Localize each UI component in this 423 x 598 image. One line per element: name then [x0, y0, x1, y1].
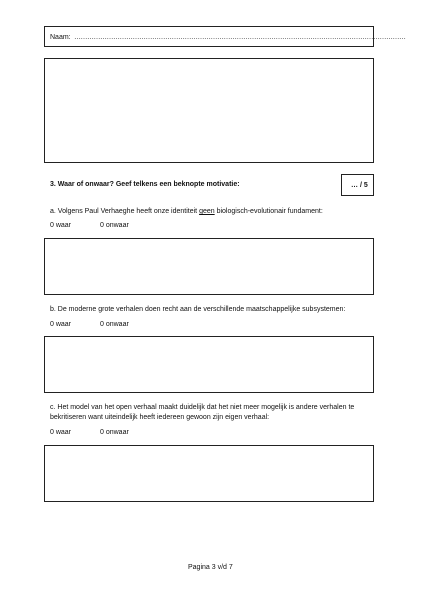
- statement-b: b. De moderne grote verhalen doen recht aan de verschillende maatschappelijke subsystemen:: [50, 306, 346, 313]
- statement-a-emphasis: geen: [199, 208, 215, 215]
- statement-c: c. Het model van het open verhaal maakt duidelijk dat het niet meer mogelijk is andere verhalen te bekritiseren want uiteindelijk heeft iedereen gewoon zijn eigen verhaal:: [50, 404, 355, 421]
- name-box: [44, 26, 406, 47]
- score-text: … / 5: [351, 182, 368, 189]
- option-b-true[interactable]: 0 waar: [50, 321, 72, 328]
- statement-a-prefix: a. Volgens Paul Verhaeghe heeft onze identiteit: [50, 208, 200, 215]
- previous-answer-box[interactable]: [44, 58, 374, 163]
- page-number: Pagina 3 v/d 7: [188, 564, 233, 571]
- question-title: 3. Waar of onwaar? Geef telkens een beknopte motivatie:: [50, 181, 240, 188]
- option-a-false[interactable]: 0 onwaar: [100, 222, 129, 229]
- option-a-true[interactable]: 0 waar: [50, 222, 72, 229]
- name-label: Naam:: [50, 34, 71, 41]
- option-b-false[interactable]: 0 onwaar: [100, 321, 129, 328]
- score-box: [341, 174, 374, 196]
- answer-box-b[interactable]: [44, 336, 374, 393]
- answer-box-c[interactable]: [44, 445, 374, 502]
- answer-box-a[interactable]: [44, 238, 374, 295]
- option-c-false[interactable]: 0 onwaar: [100, 429, 129, 436]
- name-field[interactable]: ………………………………………………………………………………………………………………………………………: [74, 34, 406, 41]
- option-c-true[interactable]: 0 waar: [50, 429, 72, 436]
- statement-a-suffix: biologisch-evolutionair fundament:: [214, 208, 323, 215]
- statement-a: [50, 207, 323, 216]
